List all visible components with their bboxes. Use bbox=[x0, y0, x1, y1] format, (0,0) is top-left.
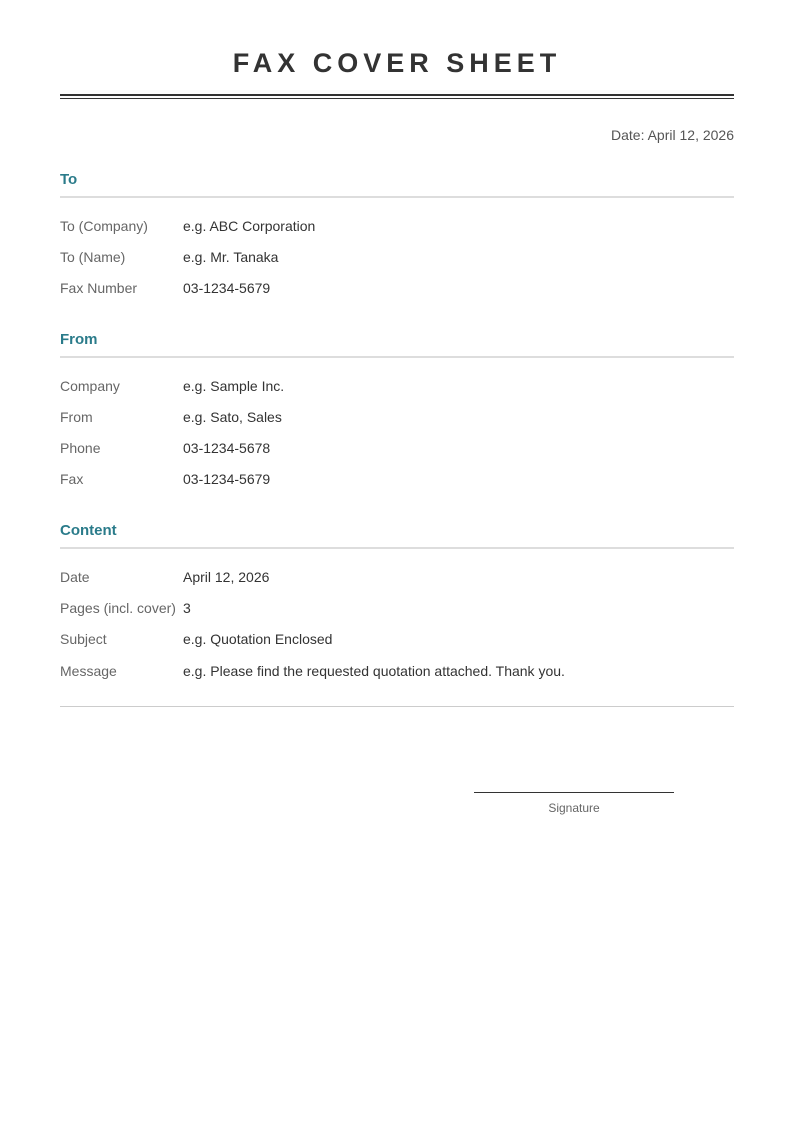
field-row-to-name bbox=[60, 241, 734, 272]
field-value: 3 bbox=[183, 600, 191, 617]
field-label: Phone bbox=[60, 440, 101, 457]
field-label: Pages (incl. cover) bbox=[60, 600, 176, 617]
field-row-phone bbox=[60, 432, 734, 463]
field-label: Date bbox=[60, 568, 90, 585]
field-label: To (Company) bbox=[60, 217, 148, 234]
title-double-rule bbox=[60, 94, 734, 99]
section-to bbox=[60, 170, 734, 304]
field-label: Message bbox=[60, 662, 117, 679]
field-row-message bbox=[60, 655, 734, 686]
field-row-pages bbox=[60, 592, 734, 623]
signature-label: Signature bbox=[548, 801, 600, 815]
field-row-to-company bbox=[60, 210, 734, 241]
field-value: e.g. Quotation Enclosed bbox=[183, 631, 333, 648]
field-row-fax-number bbox=[60, 273, 734, 304]
field-value: 03-1234-5678 bbox=[183, 440, 271, 457]
field-value: April 12, 2026 bbox=[183, 568, 270, 585]
field-value: 03-1234-5679 bbox=[183, 280, 271, 297]
field-row-fax bbox=[60, 464, 734, 495]
field-row-company bbox=[60, 370, 734, 401]
header-date: Date: April 12, 2026 bbox=[611, 127, 734, 143]
field-label: Fax Number bbox=[60, 280, 138, 297]
field-row-date bbox=[60, 561, 734, 592]
field-label: Company bbox=[60, 377, 120, 394]
content-divider bbox=[60, 706, 734, 707]
field-value: 03-1234-5679 bbox=[183, 471, 271, 488]
field-value: e.g. ABC Corporation bbox=[183, 217, 316, 234]
field-row-subject bbox=[60, 624, 734, 655]
section-to-rows bbox=[60, 210, 734, 304]
section-heading-to: To bbox=[60, 170, 734, 198]
fax-cover-page bbox=[60, 0, 734, 707]
field-value: e.g. Sato, Sales bbox=[183, 408, 282, 425]
field-label: From bbox=[60, 408, 93, 425]
section-from-rows bbox=[60, 370, 734, 495]
signature-line bbox=[474, 792, 674, 793]
section-content-rows bbox=[60, 561, 734, 686]
field-value: e.g. Mr. Tanaka bbox=[183, 248, 279, 265]
field-label: Subject bbox=[60, 631, 107, 648]
field-value: e.g. Please find the requested quotation attached. Thank you. bbox=[183, 662, 565, 679]
field-label: To (Name) bbox=[60, 248, 126, 265]
field-label: Fax bbox=[60, 471, 84, 488]
signature-block bbox=[474, 792, 674, 816]
field-row-from bbox=[60, 401, 734, 432]
section-heading-from: From bbox=[60, 330, 734, 358]
page-title: FAX COVER SHEET bbox=[232, 48, 562, 78]
section-heading-content: Content bbox=[60, 521, 734, 549]
field-value: e.g. Sample Inc. bbox=[183, 377, 285, 394]
section-content bbox=[60, 521, 734, 686]
section-from bbox=[60, 330, 734, 495]
